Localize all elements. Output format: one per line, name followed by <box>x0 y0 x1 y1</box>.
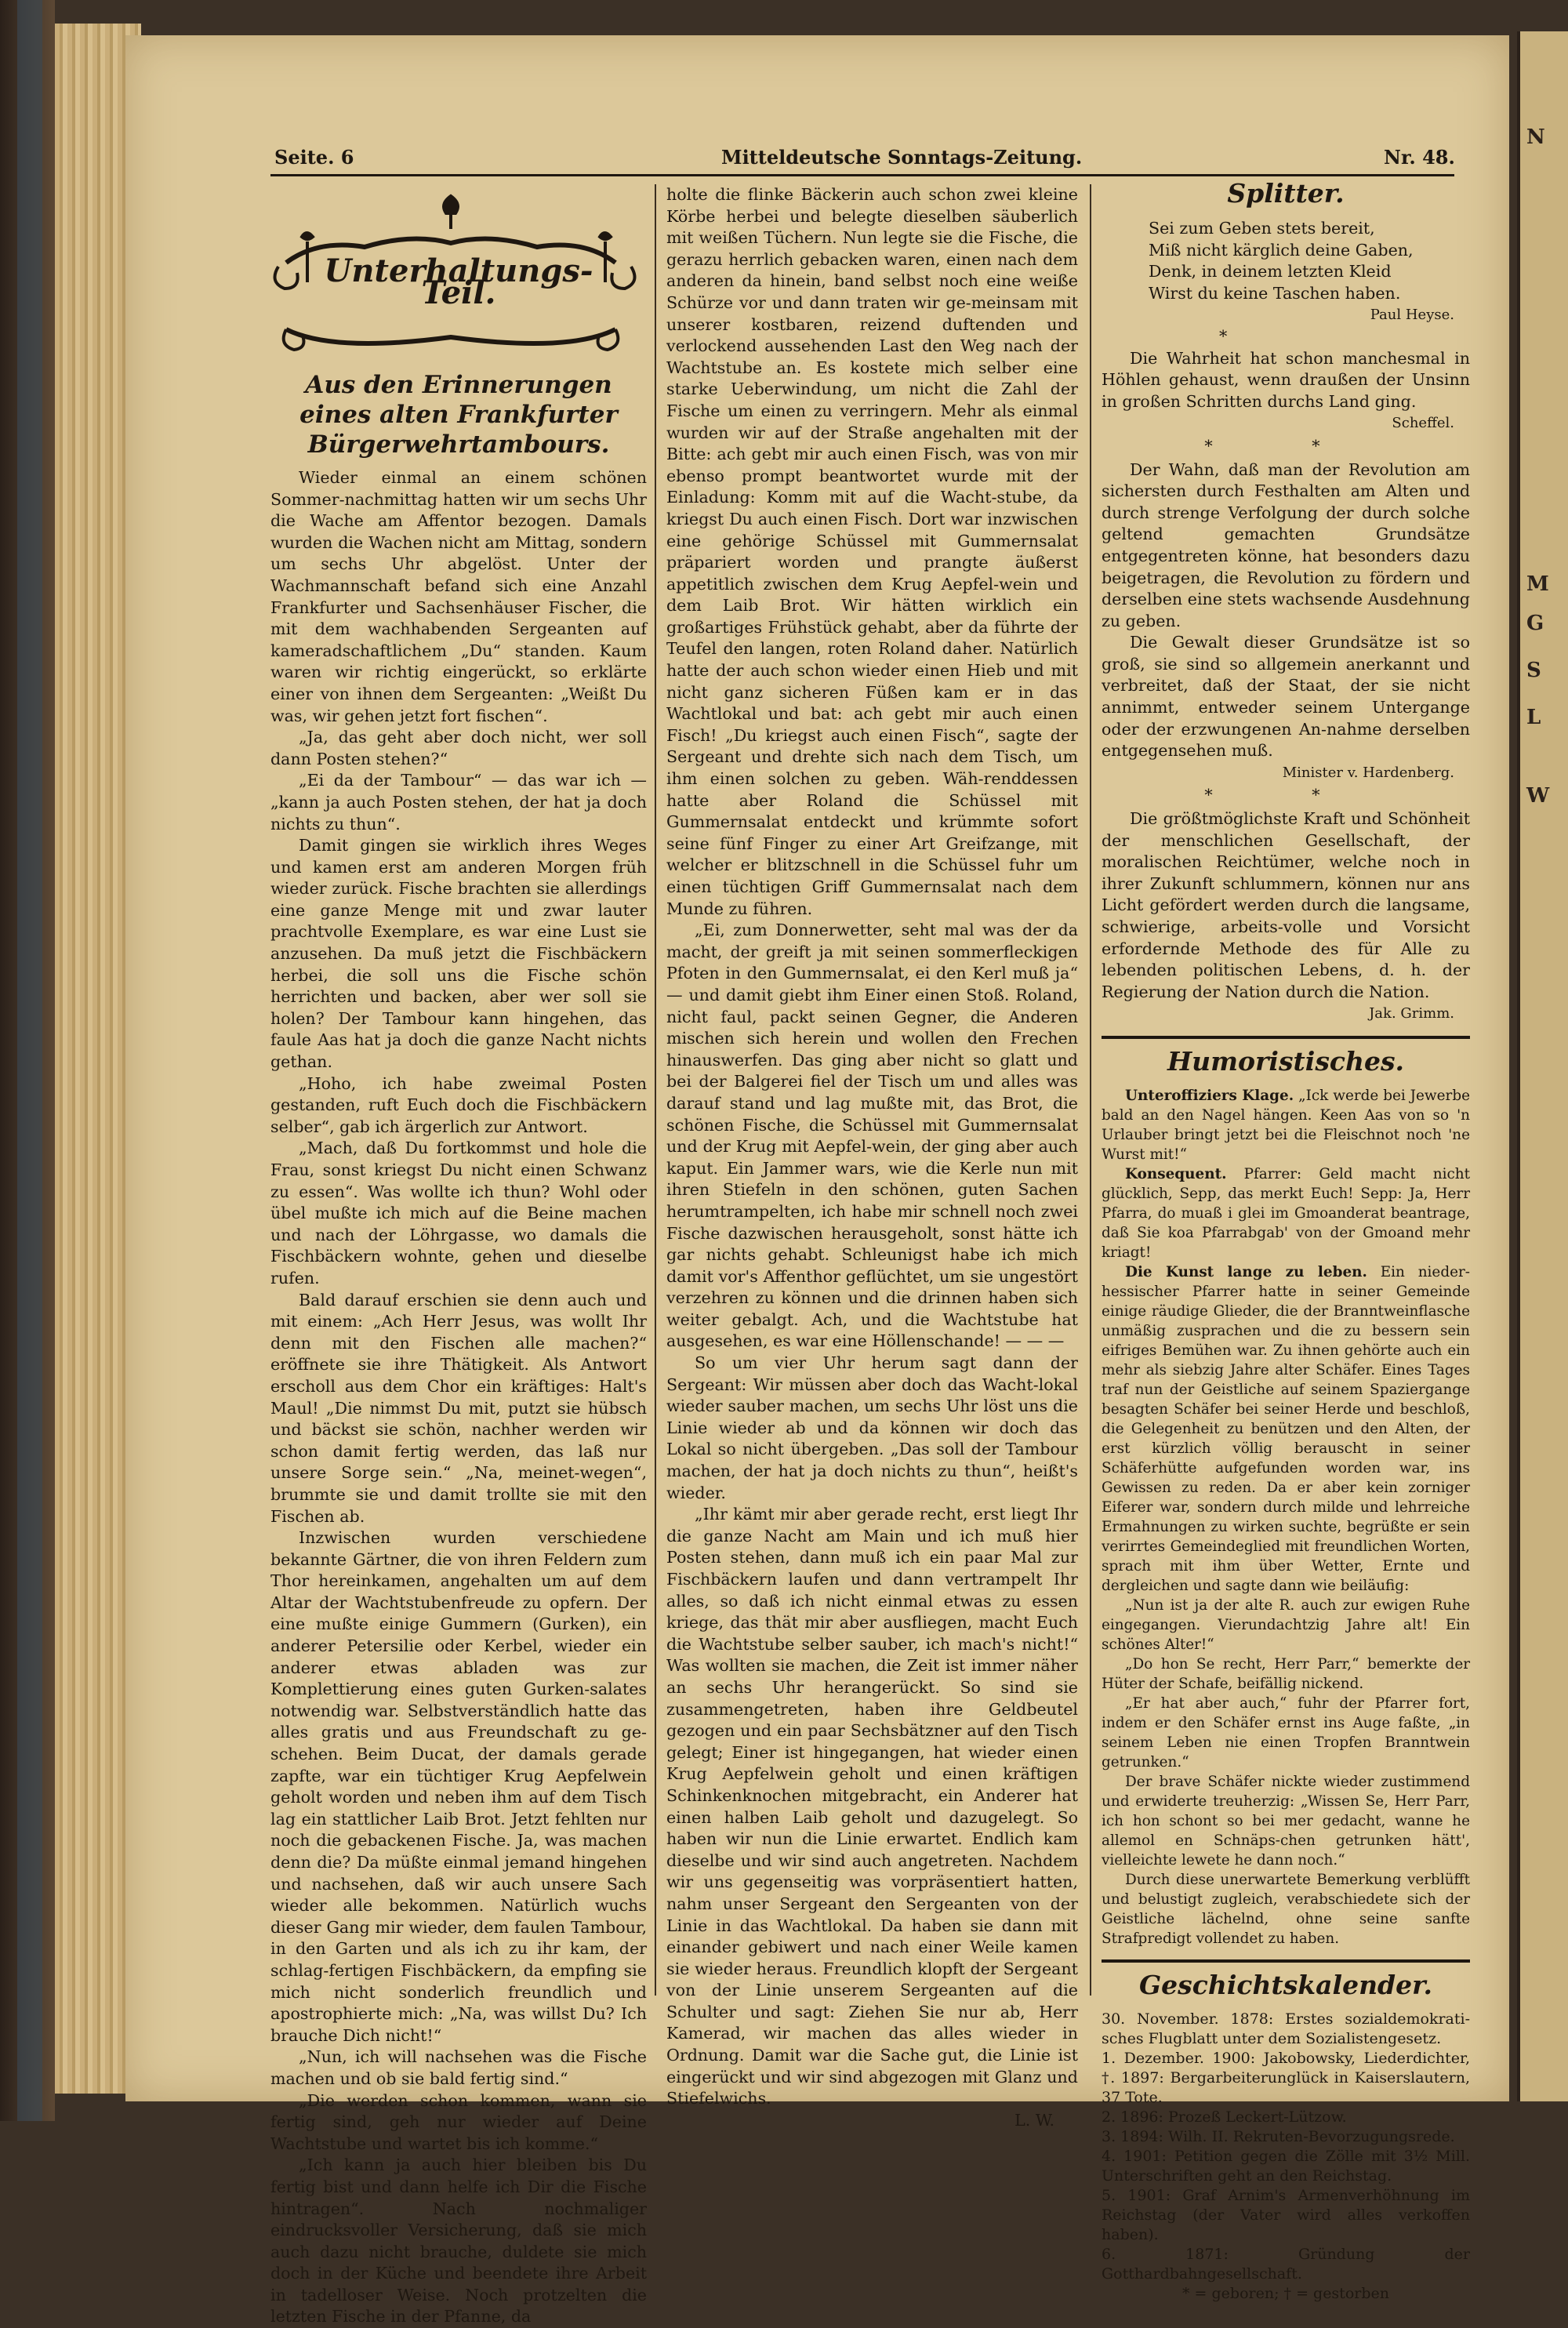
adjacent-page-edge <box>1517 31 1568 2101</box>
fragment: M <box>1526 572 1549 596</box>
calendar-entry: 4. 1901: Petition gegen die Zölle mit 3½ Mill. Unterschriften geht an den Reichstag. <box>1102 2147 1470 2185</box>
issue-number: Nr. 48. <box>1384 146 1455 169</box>
calendar-entry: 5. 1901: Graf Arnim's Armenverhöhnung im Reichstag (der Vater wird alles verkoffen haben). <box>1102 2186 1470 2243</box>
humor-text: „Do hon Se recht, Herr Parr,“ bemerkte der Hüter der Schafe, beifällig nickend. <box>1102 1655 1470 1692</box>
paragraph: „Ei, zum Donnerwetter, seht mal was der da macht, der greift ja mit seinen sommerfleckigen Pfoten in den Gummernsalat, ei den Kerl muß ja“ — und damit giebt ihm Einer einen Stoß. Roland, nicht faul, packt seinen Gegner, die Anderen mischen sich herein und wollen den Frechen hinauswerfen. Das ging aber nicht so glatt und bei der Balgerei fiel der Tisch um und alles was darauf stand und lag mußte mit, das Brot, die schönen Fische, die Schüssel mit Gummernsalat und der Krug mit Aepfel-wein, der ging aber auch kaput. Ein Jammer wars, wie die Kerle nun mit ihren Stiefeln in den schönen, guten Sachen herumtrampelten, ich habe mir schnell noch zwei Fische dazwischen herausgeholt, sonst hätte ich gar nichts gehabt. Schleunigst habe ich mich damit vor's Affenthor geflüchtet, um sie ungestört verzehren zu können und die drinnen haben sich weiter gebalgt. Ach, und die Wachtstube hat ausgesehen, es war eine Höllenschande! — — — <box>666 921 1078 1351</box>
poem-line: Sei zum Geben stets bereit, <box>1149 219 1375 238</box>
humor-title: Humoristisches. <box>1167 1045 1405 1077</box>
separator-star: * <box>1219 326 1228 346</box>
humor-item <box>1102 1870 1470 1948</box>
column-divider <box>1090 184 1091 1996</box>
paragraph: „Ihr kämt mir aber gerade recht, erst liegt Ihr die ganze Nacht am Main und ich muß hier Posten stehen, dann muß ich ein paar Mal zur Fischbäckern laufen und dann vertrampelt Ihr alles, so daß ich nicht einmal etwas zu essen kriege, das thät mir aber ausfliegen, macht Euch die Wachtstube selber sauber, ich mach's nicht!“ Was wollten sie machen, die Zeit ist immer näher an sechs Uhr herangerückt. So sind sie zusammengetreten, haben ihre Geldbeutel gezogen und ein paar Sechsbätzner auf den Tisch gelegt; Einer ist hingegangen, hat wieder einen Krug Aepfelwein geholt und einen kräftigen Schinkenknochen mitgebracht, ein Anderer hat einen halben Laib geholt und dazugelegt. So haben wir nun die Linie erwartet. Endlich kam dieselbe und wir sind auch angetreten. Nachdem wir uns gegenseitig was vorpräsentiert hatten, nahm unser Sergeant den Sergeanten von der Linie in das Wachtlokal. Da haben sie dann mit einander gebiwert und nach einer Weile kamen sie wieder heraus. Freundlich klopft der Sergeant von der Linie unserem Sergeanten auf die Schulter und sagt: Ziehen Sie nur ab, Herr Kamerad, wir machen das alles wieder in Ordnung. Damit war die Sache gut, die Linie ist eingerückt und wir sind abgezogen mit Glanz und Stiefelwichs. <box>666 1505 1078 2108</box>
paragraph: Inzwischen wurden verschiedene bekannte Gärtner, die von ihren Feldern zum Thor hereinkamen, angehalten um auf dem Altar der Wachtstubenfreude zu opfern. Der eine mußte einige Gummern (Gurken), ein anderer Petersilie oder Kerbel, wieder ein anderer etwas abladen was zur Komplettierung eines guten Gurken-salates notwendig war. Selbstverständlich hatte das alles gratis und aus Freundschaft zu ge-schehen. Beim Ducat, der damals gerade zapfte, war ein tüchtiger Krug Aepfelwein geholt worden und neben ihm auf dem Tisch lag ein stattlicher Laib Brot. Jetzt fehlten nur noch die gebackenen Fische. Ja, was machen denn die? Da müßte einmal jemand hingehen und nachsehen, daß wir auch unsere Sach wieder alle bekommen. Natürlich wuchs dieser Gang mir wieder, dem faulen Tambour, in den Garten und als ich zu ihr kam, der schlag-fertigen Fischbäckern, da empfing sie mich nicht sonderlich freundlich und apostrophierte mich: „Na, was willst Du? Ich brauche Dich nicht!“ <box>270 1528 647 2045</box>
fragment: S <box>1526 659 1541 682</box>
paragraph: holte die flinke Bäckerin auch schon zwei kleine Körbe herbei und belegte dieselben säuberlich mit weißen Tüchern. Nun legte sie die Fische, die gerazu herrlich gebacken waren, einen nach dem anderen da hinein, band selbst noch eine weiße Schürze vor und dann traten wir ge-meinsam mit unserer kostbaren, reizend duftenden und verlockend aussehenden Last den Weg nach der Wachtstube an. Es kostete mich selber eine starke Ueberwindung, um nicht die Zahl der Fische um einen zu verringern. Mehr als einmal wurden wir auf der Straße angehalten mit der Bitte: ach gebt mir auch einen Fisch, was von mir ebenso prompt beantwortet wurde mit der Einladung: Komm mit auf die Wacht-stube, da kriegst Du auch einen Fisch. Dort war inzwischen eine gehörige Schüssel mit Gummernsalat präpariert worden und prangte äußerst appetitlich zwischen dem Krug Aepfel-wein und dem Laib Brot. Wir hätten wirklich ein großartiges Frühstück gehabt, aber da führte der Teufel den langen, roten Roland daher. Natürlich hatte der auch schon wieder einen Hieb und mit nicht ganz sicheren Füßen kam er in das Wachtlokal und bat: ach gebt mir auch einen Fisch! „Du kriegst auch einen Fisch“, sagte der Sergeant und drehte sich nach dem Tisch, um ihm einen solchen zu geben. Wäh-renddessen hatte aber Roland die Schüssel mit Gummernsalat entdeckt und krümmte sofort seine fünf Finger zu einer Art Greifzange, mit welcher er blitzschnell in die Schüssel fuhr um einen tüchtigen Griff Gummernsalat nach dem Munde zu führen. <box>666 185 1078 918</box>
calendar-entry: 1. Dezember. 1900: Jakobowsky, Liederdichter, †. 1897: Bergarbeiterunglück in Kaiserslautern, 37 Tote. <box>1102 2049 1470 2106</box>
humor-text: Der brave Schäfer nickte wieder zustimmend und erwiderte treuherzig: „Wissen Se, Herr Parr, ich hon schont so bei mer gedacht, wanne he allemol en Schnäps-chen getrunken hätt', vielleichte lewete he dann noch.“ <box>1102 1773 1470 1869</box>
calendar-entry: 6. 1871: Gründung der Gotthardbahngesellschaft. <box>1102 2245 1470 2283</box>
calendar-entry: 30. November. 1878: Erstes sozialdemokrati-sches Flugblatt unter dem Sozialistengesetz. <box>1102 2010 1470 2047</box>
section-banner <box>270 188 639 367</box>
humor-section <box>1102 1086 1470 1948</box>
humor-item <box>1102 1772 1470 1870</box>
humor-text: „Ick werde bei Jewerbe bald an den Nagel hängen. Keen Aas von so 'n Urlauber bringt jetzt bei die Fleischnot noch 'ne Wurst mit!“ <box>1102 1087 1470 1163</box>
humor-item <box>1102 1654 1470 1694</box>
quote-author: Minister v. Hardenberg. <box>1282 764 1454 781</box>
paragraph: Wieder einmal an einem schönen Sommer-nachmittag hatten wir um sechs Uhr die Wache am Affentor bezogen. Damals wurden die Wachen nicht am Mittag, sondern um sechs Uhr abgelöst. Unter der Wachmannschaft befand sich eine Anzahl Frankfurter und Sachsenhäuser Fischer, die mit dem wachhabenden Sergeanten auf kameradschaftlichem „Du“ standen. Kaum waren wir richtig eingerückt, so erklärte einer von ihnen dem Sergeanten: „Weißt Du was, wir gehen jetzt fort fischen“. <box>270 468 647 725</box>
humor-text: „Er hat aber auch,“ fuhr der Pfarrer fort, indem er den Schäfer ernst ins Auge faßte, „in seinem Leben nie einen Tropfen Branntwein getrunken.“ <box>1102 1694 1470 1771</box>
paragraph: „Hoho, ich habe zweimal Posten gestanden, ruft Euch doch die Fischbäckern selber“, gab ich ärgerlich zur Antwort. <box>270 1073 647 1136</box>
quote: Der Wahn, daß man der Revolution am sichersten durch Festhalten am Alten und durch strenge Verfolgung der durch solche geltend gemachten Grundsätze entgegentreten könne, hat besonders dazu beigetragen, die Revolution zu fördern und derselben eine stets wachsende Ausdehnung zu geben. <box>1102 459 1470 630</box>
poem <box>1102 218 1470 304</box>
fragment: G <box>1526 612 1544 635</box>
humor-item <box>1102 1262 1470 1596</box>
paragraph: „Ja, das geht aber doch nicht, wer soll dann Posten stehen?“ <box>270 728 647 768</box>
column-1 <box>270 188 647 2328</box>
fragment: W <box>1526 784 1550 808</box>
quote: Die Wahrheit hat schon manchesmal in Höhlen gehaust, wenn draußen der Unsinn in großen Schritten durchs Land ging. <box>1102 348 1470 411</box>
separator-stars: * * <box>1204 436 1367 456</box>
humor-text: Ein nieder-hessischer Pfarrer hatte in seiner Gemeinde einige räudige Glieder, die der Branntweinflasche unmäßig zusprachen und die zu bessern sein eifriges Bemühen war. Zu ihnen gehörte auch ein mehr als siebzig Jahre alter Schäfer. Eines Tages traf nun der Geistliche auf seinem Spaziergange besagten Schäfer bei seiner Herde und beschloß, die Gelegenheit zu benützen und den Alten, der erst kürzlich völlig berauscht in seiner Schäferhütte aufgefunden worden war, ins Gewissen zu reden. Da er aber kein zorniger Eiferer war, sondern durch milde und lehrreiche Ermahnungen zu wirken suchte, begrüßte er sein verirrtes Gemeindeglied mit freundlichen Worten, sprach mit ihm über Wetter, Ernte und dergleichen und sagte dann wie beiläufig: <box>1102 1263 1470 1594</box>
fragment: L <box>1526 706 1541 729</box>
poem-line: Wirst du keine Taschen haben. <box>1149 283 1401 303</box>
humor-item <box>1102 1086 1470 1164</box>
splitter-title: Splitter. <box>1227 178 1345 209</box>
history-calendar <box>1102 2010 1470 2304</box>
section-title: Unterhaltungs-Teil. <box>324 252 593 311</box>
column-2 <box>666 184 1078 2131</box>
calendar-legend: * = geboren; † = gestorben <box>1182 2284 1389 2302</box>
author-signature: L. W. <box>1014 2110 1054 2130</box>
humor-text: Pfarrer: Geld macht nicht glücklich, Sepp, das merkt Euch! Sepp: Ja, Herr Pfarra, do muaß i glei im Gmoanderat beantrage, daß Sie koa Pfarrabgab' von der Gmoand mehr kriagt! <box>1102 1165 1470 1261</box>
paragraph: „Nun, ich will nachsehen was die Fische machen und ob sie bald fertig sind.“ <box>270 2047 647 2088</box>
quote-author: Scheffel. <box>1392 415 1454 432</box>
humor-item <box>1102 1164 1470 1262</box>
quote-author: Jak. Grimm. <box>1369 1005 1454 1022</box>
calendar-entry: 2. 1896: Prozeß Leckert-Lützow. <box>1102 2108 1347 2126</box>
humor-item <box>1102 1596 1470 1654</box>
paragraph: Bald darauf erschien sie denn auch und mit einem: „Ach Herr Jesus, was wollt Ihr denn mit den Fischen alle machen?“ eröffnete sie ihre Thätigkeit. Als Antwort erscholl aus dem Chor ein kräftiges: Halt's Maul! „Die nimmst Du mit, putzt sie hübsch und bäckst sie schön, nachher werden wir schon damit fertig werden, das laß nur unsere Sorge sein.“ „Na, meinet-wegen“, brummte sie und damit trollte sie mit den Fischen ab. <box>270 1290 647 1526</box>
paragraph: So um vier Uhr herum sagt dann der Sergeant: Wir müssen aber doch das Wacht-lokal wieder sauber machen, um sechs Uhr löst uns die Linie wieder ab und da können wir doch das Lokal so nicht übergeben. „Das soll der Tambour machen, der hat ja doch nichts zu thun“, heißt's wieder. <box>666 1353 1078 1502</box>
quote: Die Gewalt dieser Grundsätze ist so groß, sie sind so allgemein anerkannt und verbreitet, daß der Staat, der sie nicht annimmt, entweder seinem Untergange oder der erzwungenen An-nahme derselben entgegensehen muß. <box>1102 633 1470 761</box>
calendar-entry: 3. 1894: Wilh. II. Rekruten-Bevorzugungsrede. <box>1102 2127 1455 2145</box>
binding-strip <box>17 0 42 2121</box>
kalender-title: Geschichtskalender. <box>1139 1969 1432 2000</box>
humor-head: Konsequent. <box>1125 1165 1227 1182</box>
poem-author: Paul Heyse. <box>1370 307 1454 324</box>
paragraph: „Ich kann ja auch hier bleiben bis Du fertig bist und dann helfe ich Dir die Fische hintragen“. Nach nochmaliger eindrucksvoller Versicherung, daß sie mich auch dazu nicht brauche, duldete sie mich doch in der Küche und beendete ihre Arbeit in tadelloser Weise. Noch protzelten die letzten Fische in der Pfanne, da <box>270 2155 647 2326</box>
section-rule <box>1102 1959 1470 1963</box>
fragment: N <box>1526 125 1545 149</box>
column-divider <box>655 184 656 1996</box>
humor-head: Unteroffiziers Klage. <box>1125 1087 1294 1104</box>
paragraph: „Ei da der Tambour“ — das war ich — „kann ja auch Posten stehen, der hat ja doch nichts zu thun“. <box>270 771 647 834</box>
article-title: Aus den Erinnerungen eines alten Frankfurter Bürgerwehrtambours. <box>299 371 618 459</box>
paragraph: „Die werden schon kommen, wann sie fertig sind, geh nur wieder auf Deine Wachtstube und wartet bis ich komme.“ <box>270 2090 647 2153</box>
newspaper-name: Mitteldeutsche Sonntags-Zeitung. <box>721 146 1083 169</box>
paragraph: „Mach, daß Du fortkommst und hole die Frau, sonst kriegst Du nicht einen Schwanz zu essen“. Was wollte ich thun? Wohl oder übel mußte ich mich auf die Beine machen und nach der Löhrgasse, wo damals die Fischbäckern wohnte, gehen und dieselbe rufen. <box>270 1139 647 1287</box>
paragraph: Damit gingen sie wirklich ihres Weges und kamen erst am anderen Morgen früh wieder zurück. Fische brachten sie allerdings eine ganze Menge mit und zwar lauter prachtvolle Exemplare, es war eine Lust sie anzusehen. Da muß jetzt die Fischbäckern herbei, die soll uns die Fische schön herrichten und backen, aber wer soll sie holen? Der Tambour kann hingehen, das faule Aas hat ja doch die ganze Nacht nichts gethan. <box>270 836 647 1072</box>
humor-item <box>1102 1694 1470 1772</box>
page-number: Seite. 6 <box>274 146 354 169</box>
humor-text: „Nun ist ja der alte R. auch zur ewigen Ruhe eingegangen. Vierundachtzig Jahre alt! Ein schönes Alter!“ <box>1102 1596 1470 1653</box>
humor-text: Durch diese unerwartete Bemerkung verblüfft und belustigt zugleich, verabschiedete sich der Geistliche lächelnd, ohne seine sanfte Strafpredigt vollendet zu haben. <box>1102 1871 1470 1947</box>
separator-stars: * * <box>1204 786 1367 805</box>
poem-line: Denk, in deinem letzten Kleid <box>1149 262 1392 281</box>
quote: Die größtmöglichste Kraft und Schönheit der menschlichen Gesellschaft, der moralischen Reichtümer, welche noch in ihrer Zukunft schlummern, können nur ans Licht gefördert werden durch die langsame, schwierige, arbeits-volle und Vorsicht erfordernde Methode des für Alle zu lebenden politischen Lebens, d. h. der Regierung der Nation durch die Nation. <box>1102 809 1470 1001</box>
humor-head: Die Kunst lange zu leben. <box>1125 1263 1367 1280</box>
section-rule <box>1102 1036 1470 1039</box>
column-3 <box>1102 173 1470 2304</box>
poem-line: Miß nicht kärglich deine Gaben, <box>1149 240 1414 260</box>
